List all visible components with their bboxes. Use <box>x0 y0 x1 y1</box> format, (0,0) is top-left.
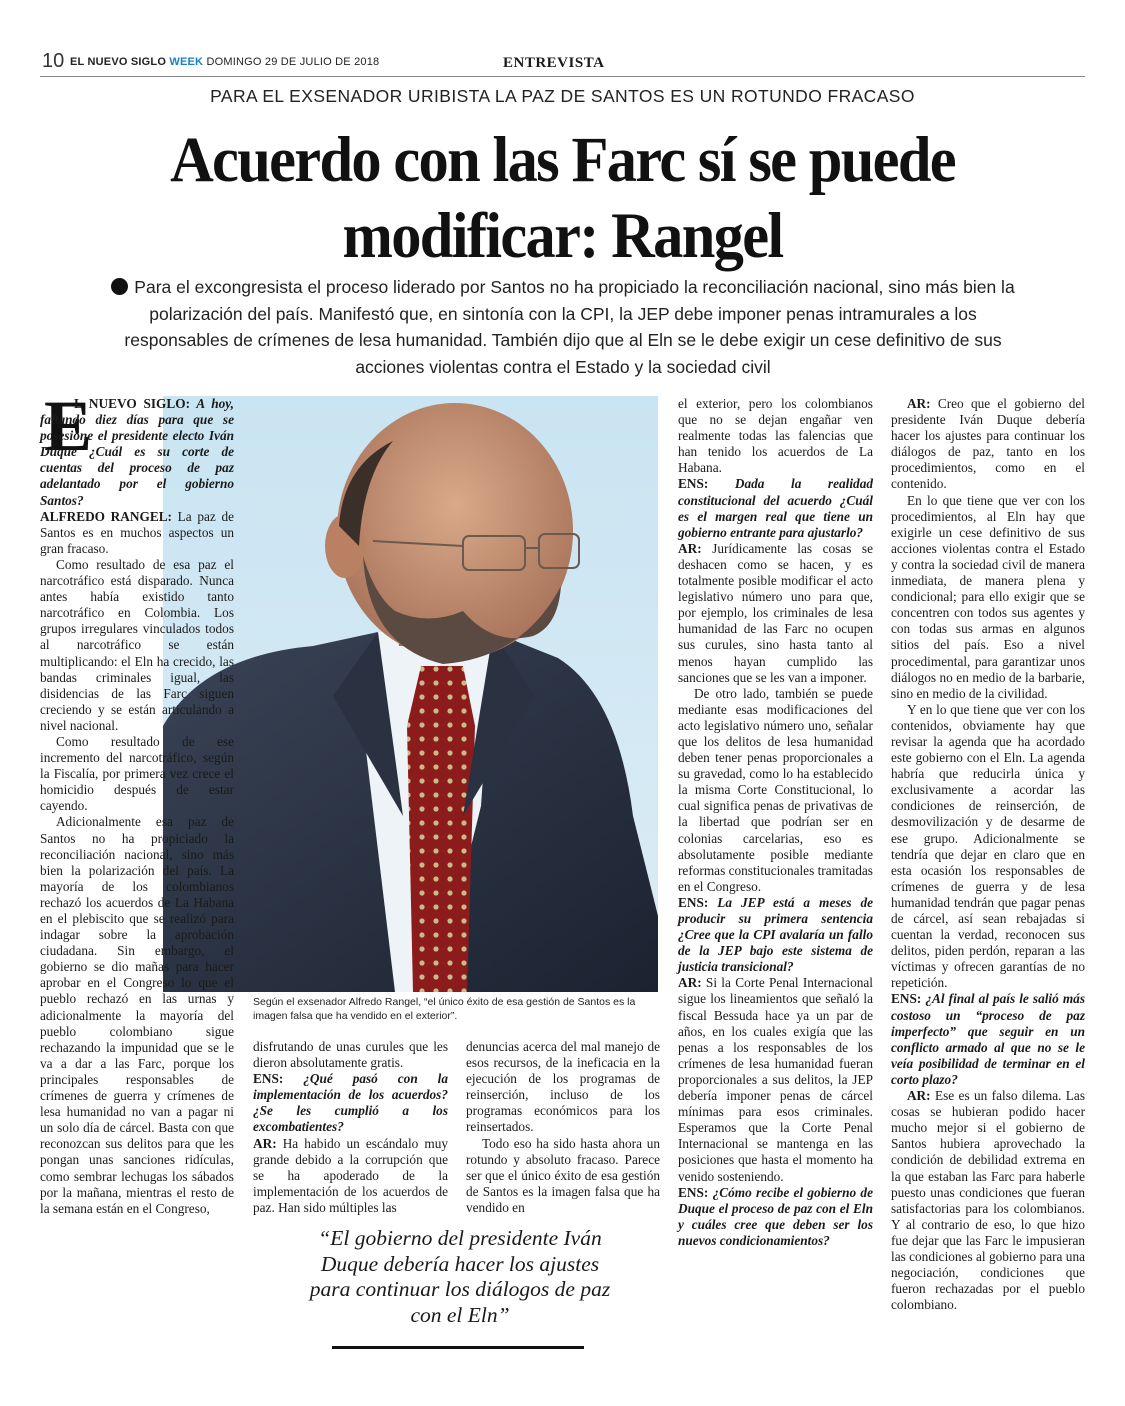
issue-date: DOMINGO 29 DE JULIO DE 2018 <box>206 56 380 68</box>
answer: AR: Jurídicamente las cosas se deshacen como se hacen, y es totalmente posible modificar el acto legislativo número uno para que, por ejemplo, los criminales de lesa humanidad de las Farc no ocupen sus curules, sino hasta tanto al menos hayan cumplido las sanciones que se les van a imponer. <box>678 540 873 685</box>
column-4 <box>891 396 1085 1313</box>
column-2b <box>466 1039 660 1216</box>
question: ENS: Dada la realidad constitucional del acuerdo ¿Cuál es el margen real que tiene un gobierno entrante para ajustarlo? <box>678 476 873 540</box>
paragraph: Todo eso ha sido hasta ahora un rotundo y absoluto fracaso. Parece ser que el único éxito de esa gestión de Santos es la imagen falsa que ha vendido en <box>466 1135 660 1215</box>
article-summary <box>108 274 1018 380</box>
answer-1: ALFREDO RANGEL: La paz de Santos es en muchos aspectos un gran fracaso. <box>40 508 235 556</box>
paragraph: el exterior, pero los colombianos que no se dejan engañar ven realmente todas las falencias que han tenido los acuerdos de La Habana. <box>678 396 873 476</box>
pull-quote-rule <box>332 1346 584 1349</box>
paragraph: De otro lado, también se puede mediante esas modificaciones del acto legislativo número uno, señalar que los delitos de lesa humanidad deben tener penas proporcionales a su gravedad, como lo ha establecido la misma Corte Constitucional, lo cual significa penas de privativas de la libertad que podrían ser en colonias carcelarias, eso es absolutamente posible mediante reformas constitucionales tramitadas en el Congreso. <box>678 685 873 894</box>
paragraph: Adicionalmente esa paz de Santos no ha propiciado la reconciliación nacional, sino más bien la polarización del país. La mayoría de los colombianos rechazó los acuerdos de La Habana en el plebiscito que se realizó para indagar sobre la aprobación ciudadana. Sin embargo, el gobierno se dio mañas para hacer aprobar en el Congreso lo que el pueblo rechazó en las urnas y adicionalmente la mayoría del pueblo colombiano sigue rechazando la impunidad que se le va a dar a las Farc, porque los principales responsables de crímenes de guerra y crímenes de lesa humanidad no van a pagar ni un solo día de cárcel. Basta con que reconozcan sus delitos para que les pongan unas sanciones ridículas, como sembrar lechugas los sábados por la mañana, mientras el resto de la semana están en el Congreso, <box>40 814 234 1216</box>
pull-quote: “El gobierno del presidente Iván Duque debería hacer los ajustes para continuar los diálogos de paz con el Eln” <box>309 1226 611 1327</box>
paper-edition: WEEK <box>169 56 204 68</box>
answer: AR: Creo que el gobierno del presidente Iván Duque debería hacer los ajustes para continuar los diálogos de paz, tanto en los procedimientos, como en el contenido. <box>891 396 1085 492</box>
column-1 <box>40 386 235 1217</box>
column-2a <box>253 1039 448 1216</box>
section-label: ENTREVISTA <box>503 55 605 71</box>
drop-cap: E <box>44 386 93 466</box>
paragraph: Como resultado de ese incremento del narcotráfico, según la Fiscalía, por primera vez crece el homicidio después de estar cayendo. <box>40 733 234 814</box>
paragraph: Y en lo que tiene que ver con los contenidos, obviamente hay que revisar la agenda que ha acordado este gobierno con el Eln. La agenda habría que reducirla única y exclusivamente a acordar las condiciones de reinserción, de desmovilización y de desarme de ese grupo. Adicionalmente se tendría que dejar en claro que en esta ocasión los responsables de crímenes de guerra y de lesa humanidad tendrán que pagar penas de cárcel, así sean rebajadas si cuentan la verdad, reconocen sus delitos, piden perdón, reparan a las víctimas y ofrecen garantías de no repetición. <box>891 701 1085 991</box>
portrait-illustration <box>163 396 658 992</box>
paragraph: disfrutando de unas curules que les dieron absolutamente gratis. <box>253 1039 448 1071</box>
column-3 <box>678 396 873 1249</box>
photo-caption: Según el exsenador Alfredo Rangel, “el único éxito de esa gestión de Santos es la imagen falsa que ha vendido en el exterior”. <box>253 996 636 1022</box>
answer: AR: Si la Corte Penal Internacional sigue los lineamientos que señaló la fiscal Bessuda hace ya un par de años, en los cuales exigía que las penas a los responsables de los crímenes de lesa humanidad fueran proporcionales a sus delitos, la JEP debería imponer penas de cárcel mínimas para esos criminales. Esperamos que la Corte Penal Internacional se mantenga en las posiciones que hasta el momento ha venido sosteniendo. <box>678 975 873 1184</box>
question: ENS: ¿Qué pasó con la implementación de los acuerdos? ¿Se les cumplió a los excombatientes? <box>253 1071 448 1135</box>
question: ENS: La JEP está a meses de producir su primera sentencia ¿Cree que la CPI avalaría un fallo de la JEP bajo este sistema de justicia transicional? <box>678 894 873 975</box>
answer: AR: Ha habido un escándalo muy grande debido a la corrupción que se ha apoderado de la implementación de los acuerdos de paz. Han sido múltiples las <box>253 1135 448 1215</box>
newspaper-masthead <box>70 56 379 68</box>
headline: Acuerdo con las Farc sí se puede modificar: Rangel <box>170 124 955 272</box>
portrait-photo <box>163 396 658 992</box>
bullet-icon <box>111 278 128 295</box>
summary-text: Para el excongresista el proceso liderado por Santos no ha propiciado la reconciliación nacional, sino más bien la polarización del país. Manifestó que, en sintonía con la CPI, la JEP debe imponer penas intramurales a los responsables de crímenes de lesa humanidad. También dijo que al Eln se le debe exigir un cese definitivo de sus acciones violentas contra el Estado y la sociedad civil <box>124 277 1015 377</box>
header-rule <box>40 76 1085 77</box>
paragraph: Como resultado de esa paz el narcotráfico está disparado. Nunca antes había existido tanto narcotráfico en Colombia. Los grupos irregulares vinculados todos al narcotráfico se están multiplicando: el Eln ha crecido, las bandas criminales igual, las disidencias de las Farc siguen creciendo y se están articulando a nivel nacional. <box>40 556 234 733</box>
question: ENS: ¿Cómo recibe el gobierno de Duque el proceso de paz con el Eln y cuáles cree que deben ser los nuevos condicionamientos? <box>678 1184 873 1248</box>
page-number: 10 <box>42 50 65 72</box>
question: ENS: ¿Al final al país le salió más costoso un “proceso de paz imperfecto” que seguir en un conflicto armado al que no se le veía posibilidad de terminar en el corto plazo? <box>891 991 1085 1087</box>
kicker: PARA EL EXSENADOR URIBISTA LA PAZ DE SANTOS ES UN ROTUNDO FRACASO <box>210 86 915 106</box>
paragraph: En lo que tiene que ver con los procedimientos, al Eln hay que exigirle un cese definitivo de sus acciones violentas contra el Estado y contra la sociedad civil de manera inmediata, de manera plena y condicional; para ello exigir que se concentren con todos sus agentes y con todas sus armas en algunos sitios del país. Eso a nivel procedimental, para garantizar unos diálogos no en medio de la barbarie, sino en medio de la civilidad. <box>891 492 1085 701</box>
paragraph: denuncias acerca del mal manejo de esos recursos, de la ineficacia en la ejecución de los programas de reinserción, incluso de los programas económicos para los reinsertados. <box>466 1039 660 1135</box>
paper-name: EL NUEVO SIGLO <box>70 56 167 68</box>
answer: AR: Ese es un falso dilema. Las cosas se hubieran podido hacer mucho mejor si el gobierno de Santos hubiera aprovechado la condición de debilidad extrema en la que estaban las Farc para haberle puesto unas condiciones que fueran satisfactorias para los colombianos. Y al contrario de eso, lo que hizo fue dejar que las Farc le impusieran las condiciones al gobierno para una negociación, condiciones que fueron rechazadas por el pueblo colombiano. <box>891 1088 1085 1313</box>
question-1: L NUEVO SIGLO: A hoy, faltando diez días para que se posesione el presidente electo Iván Duque ¿Cuál es su corte de cuentas del proceso de paz adelantado por el gobierno Santos? <box>40 396 234 508</box>
